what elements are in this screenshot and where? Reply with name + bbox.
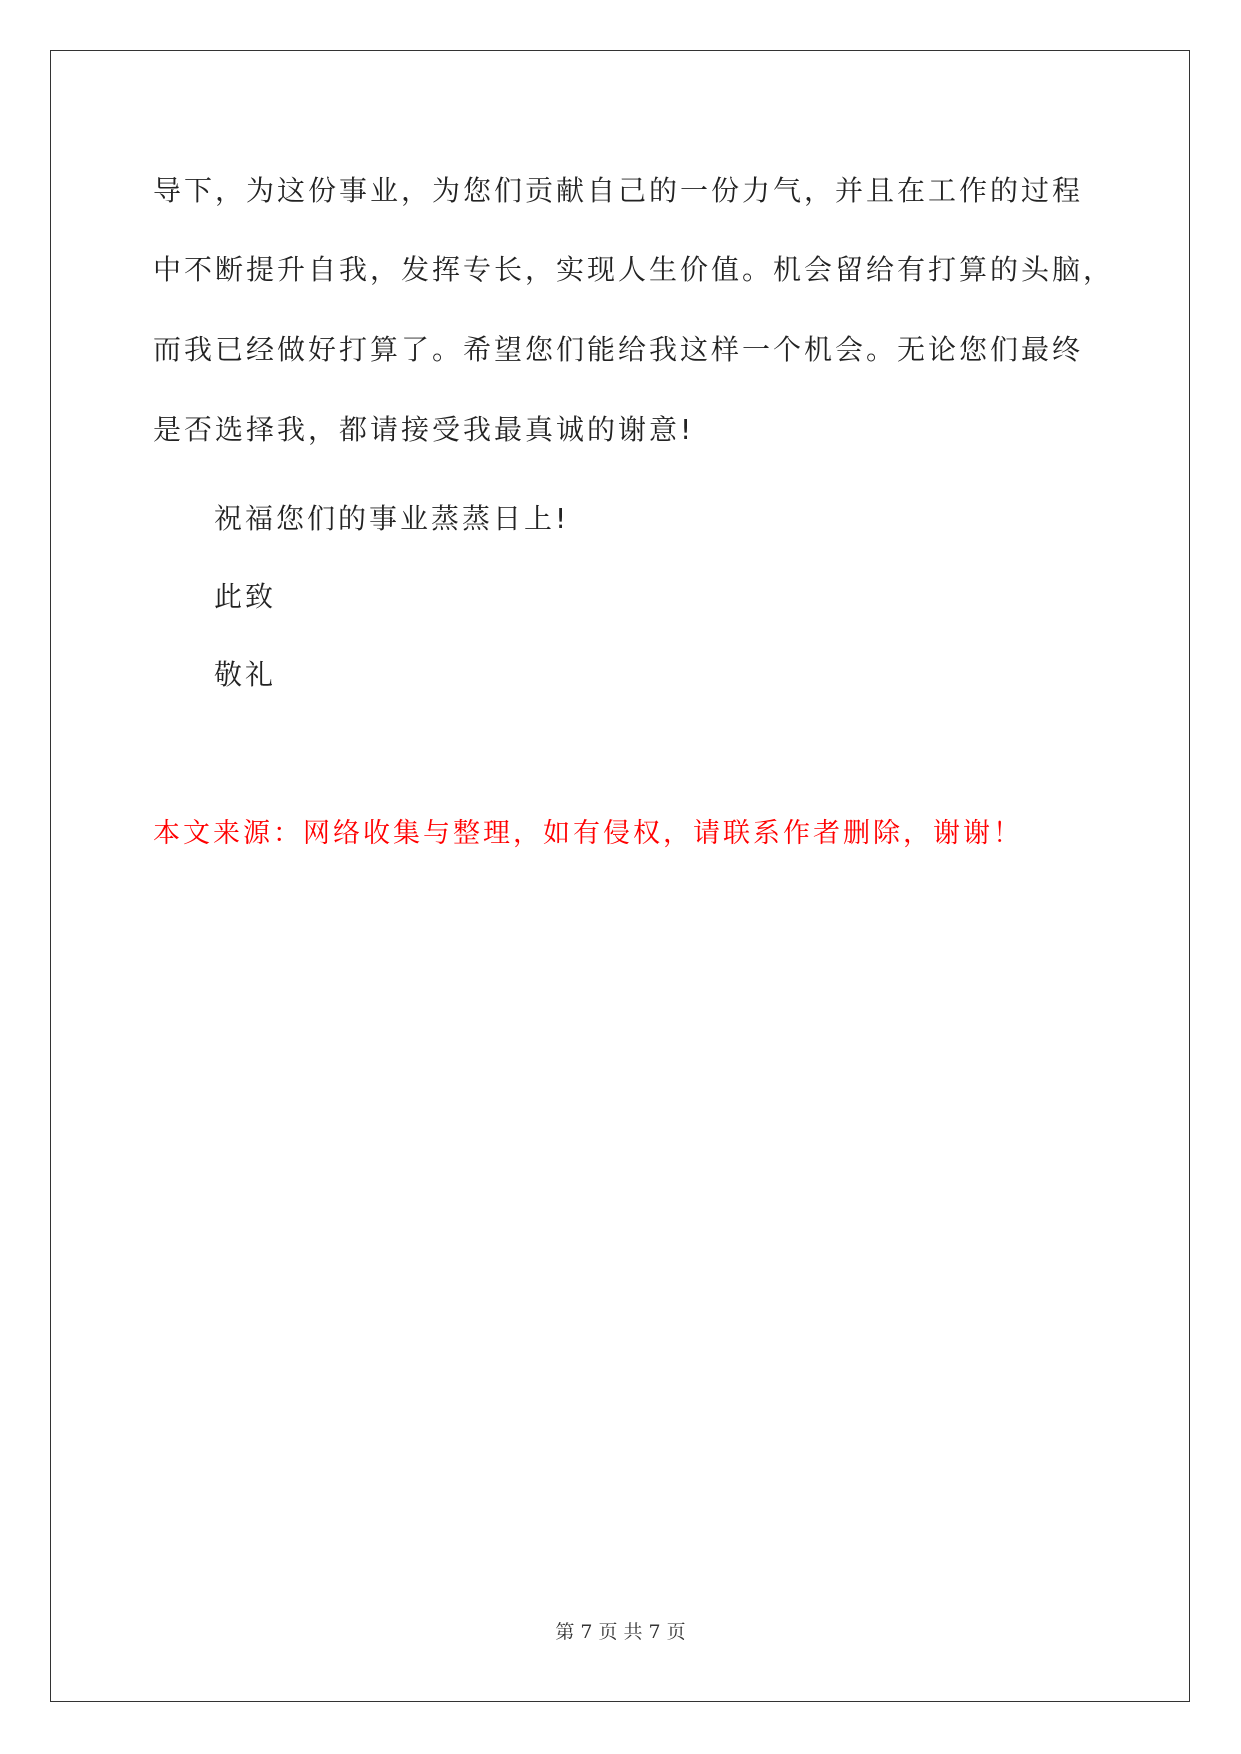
body-line-2: 中不断提升自我，发挥专长，实现人生价值。机会留给有打算的头脑， (153, 253, 1115, 286)
blessing-line: 祝福您们的事业蒸蒸日上! (214, 502, 570, 535)
body-line-1: 导下，为这份事业，为您们贡献自己的一份力气，并且在工作的过程 (153, 174, 1084, 207)
body-line-3: 而我已经做好打算了。希望您们能给我这样一个机会。无论您们最终 (153, 333, 1084, 366)
closing-regards: 敬礼 (214, 658, 277, 691)
page-number-footer: 第 7 页 共 7 页 (555, 1621, 686, 1643)
page-border (50, 50, 1190, 1702)
body-line-4: 是否选择我，都请接受我最真诚的谢意! (153, 413, 695, 446)
source-notice: 本文来源：网络收集与整理，如有侵权，请联系作者删除，谢谢！ (153, 818, 1023, 849)
closing-salutation: 此致 (214, 580, 277, 613)
